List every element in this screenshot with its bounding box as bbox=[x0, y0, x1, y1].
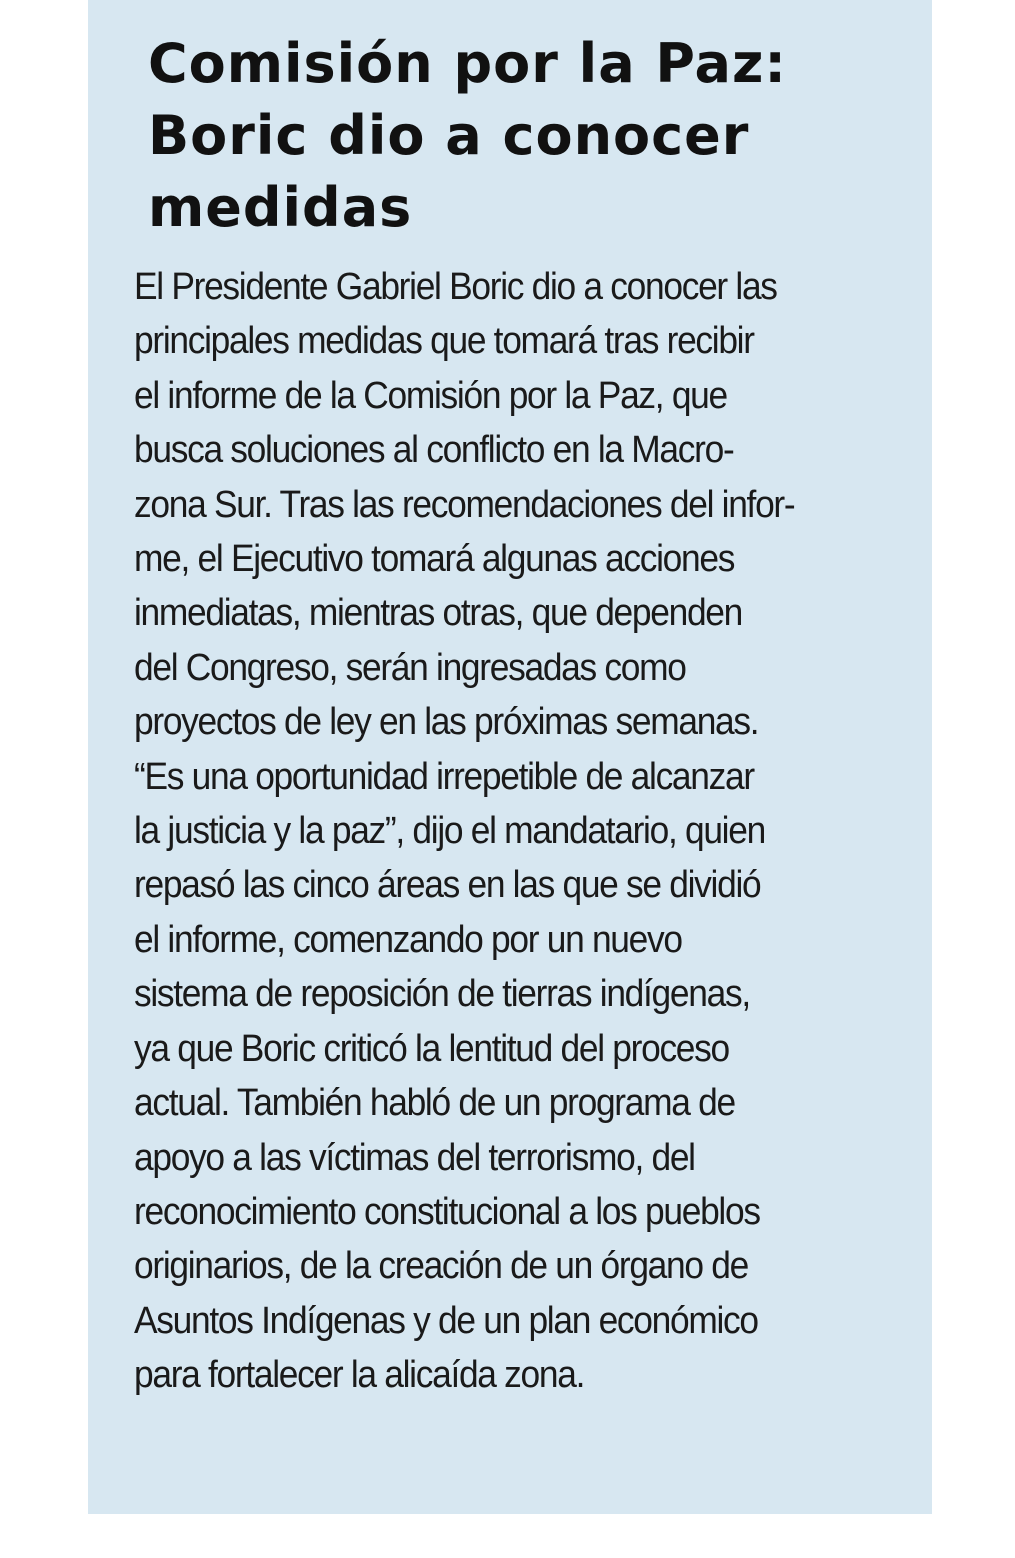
body-line: apoyo a las víctimas del terrorismo, del bbox=[134, 1136, 695, 1179]
body-line: busca soluciones al conflicto en la Macro- bbox=[134, 429, 734, 472]
body-line: para fortalecer la alicaída zona. bbox=[134, 1354, 585, 1397]
body-line: del Congreso, serán ingresadas como bbox=[134, 646, 686, 689]
body-line: el informe de la Comisión por la Paz, que bbox=[134, 374, 727, 417]
body-line: me, el Ejecutivo tomará algunas acciones bbox=[134, 538, 735, 581]
body-line: originarios, de la creación de un órgano de bbox=[134, 1245, 748, 1288]
body-line: la justicia y la paz”, dijo el mandatario, quien bbox=[134, 810, 765, 853]
article-box bbox=[88, 0, 932, 1514]
body-line: repasó las cinco áreas en las que se dividió bbox=[134, 864, 761, 907]
article-headline bbox=[148, 28, 868, 244]
body-line: zona Sur. Tras las recomendaciones del infor- bbox=[134, 483, 795, 526]
headline-line: Boric dio a conocer bbox=[148, 104, 750, 167]
body-line: el informe, comenzando por un nuevo bbox=[134, 918, 682, 961]
article-body bbox=[134, 260, 828, 1403]
body-line: sistema de reposición de tierras indígenas, bbox=[134, 973, 750, 1016]
body-line: principales medidas que tomará tras recibir bbox=[134, 320, 754, 363]
headline-line: medidas bbox=[148, 176, 413, 239]
body-line: El Presidente Gabriel Boric dio a conocer las bbox=[134, 266, 777, 308]
body-line: actual. También habló de un programa de bbox=[134, 1082, 735, 1125]
body-line: proyectos de ley en las próximas semanas. bbox=[134, 701, 759, 744]
headline-line: Comisión por la Paz: bbox=[148, 32, 788, 95]
body-line: reconocimiento constitucional a los pueblos bbox=[134, 1190, 760, 1233]
body-line: inmediatas, mientras otras, que dependen bbox=[134, 592, 743, 635]
body-line: Asuntos Indígenas y de un plan económico bbox=[134, 1299, 758, 1342]
body-line: ya que Boric criticó la lentitud del proceso bbox=[134, 1027, 729, 1070]
body-line: “Es una oportunidad irrepetible de alcanzar bbox=[134, 755, 754, 798]
